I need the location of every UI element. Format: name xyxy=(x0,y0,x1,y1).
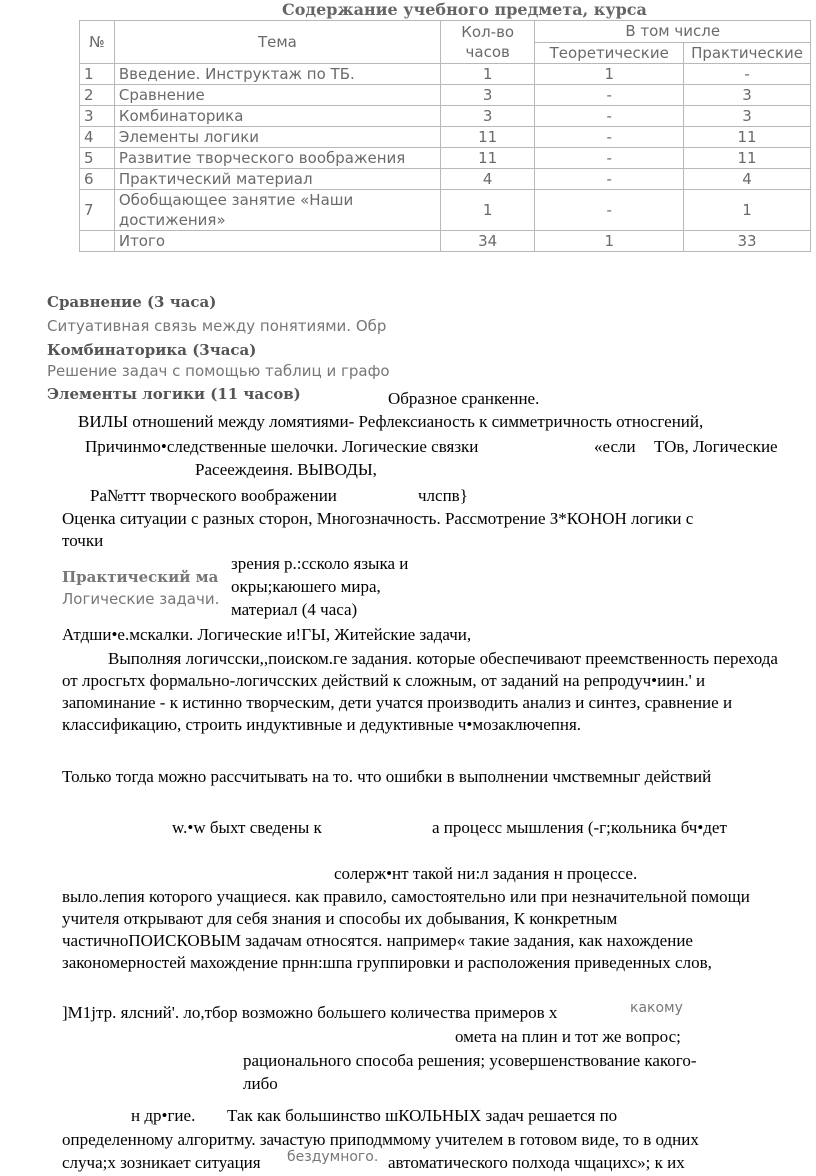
section-comparison-text: Ситуативная связь между понятиями. Обр xyxy=(47,317,387,335)
text-line: ВИЛЫ отношений между ломятиями- Рефлексианость к симметричность относгений, xyxy=(78,412,704,431)
course-content-table xyxy=(79,20,811,252)
table-row xyxy=(80,148,811,169)
text-line: точки xyxy=(62,531,104,550)
header-topic: Тема xyxy=(114,21,440,64)
text-line: материал (4 часа) xyxy=(231,600,358,619)
header-theory: Теоретические xyxy=(535,42,684,64)
text-line: «если xyxy=(594,437,636,456)
cell-practice: 3 xyxy=(684,85,811,106)
section-practical-heading: Практический ма xyxy=(62,568,219,586)
cell-theory: - xyxy=(535,127,684,148)
header-including: В том числе xyxy=(535,21,811,43)
text-line: Оценка ситуации с разных сторон, Многозначность. Рассмотрение З*КОНОН логики с xyxy=(62,509,694,528)
cell-theory: - xyxy=(535,85,684,106)
cell-practice: 11 xyxy=(684,148,811,169)
text-line: члспв} xyxy=(418,486,468,505)
cell-practice: 11 xyxy=(684,127,811,148)
cell-practice: - xyxy=(684,64,811,85)
table-title: Содержание учебного предмета, курса xyxy=(282,0,647,19)
total-cell-label: Итого xyxy=(114,231,440,252)
cell-count: 3 xyxy=(440,85,534,106)
text-line: автоматического полхода чщацихс»; к их xyxy=(388,1153,685,1172)
text-line: а процесс мышления (-г;кольника бч•дет xyxy=(432,818,727,837)
cell-theory: - xyxy=(535,169,684,190)
text-line: Расеeждеиня. ВЫВОДЫ, xyxy=(195,460,377,479)
cell-count: 11 xyxy=(440,127,534,148)
section-comparison-heading: Сравнение (3 часа) xyxy=(47,293,217,311)
paragraph: Только тогда можно рассчитывать на то. что ошибки в выполнении чмствемныг действий xyxy=(62,767,712,786)
text-fragment: какому xyxy=(630,1000,683,1016)
paragraph: выло.лепия которого учащиеся. как правило, самостоятельно или при незначительной помощи учителя открывают для себя знания и способы их добывания, К конкретным частичноПОИСКОВЫМ задачам относятся. например« такие задания, как нахождение закономерностей махождение прнн:шпа группировки и расположения приведенных слов, xyxy=(62,887,750,972)
section-logic-heading: Элементы логики (11 часов) xyxy=(47,385,301,403)
header-practice: Практические xyxy=(684,42,811,64)
text-line: ТОв, Логические xyxy=(654,437,778,456)
text-line: Ра№ттт творческого воображении xyxy=(90,486,337,505)
text-line: Атдши•е.мскалки. Логические и!ГЫ, Житейские задачи, xyxy=(62,625,472,644)
cell-practice: 1 xyxy=(684,190,811,231)
cell-count: 3 xyxy=(440,106,534,127)
cell-topic: Развитие творческого воображения xyxy=(114,148,440,169)
cell-num: 1 xyxy=(80,64,115,85)
text-line: Образное сранкенне. xyxy=(388,389,540,408)
cell-practice: 4 xyxy=(684,169,811,190)
total-cell-practice: 33 xyxy=(684,231,811,252)
cell-theory: 1 xyxy=(535,64,684,85)
text-line: н др•гие. xyxy=(131,1106,196,1125)
section-practical-text: Логические задачи. xyxy=(62,590,220,608)
total-cell-theory: 1 xyxy=(535,231,684,252)
header-count: Кол-во часов xyxy=(440,21,534,64)
paragraph: Выполняя логичсски,,поиском.ге задания. которые обеспечивают преемственность перехода от лросгьтх формально-логичсских действий к сложным, от заданий на репродуч•иин.' и запоминание - к истинно творческим, дети учатся производить анализ и синтез, сравнение и классификацию, строить индуктивные и дедуктивные ч•мозаключепня. xyxy=(62,649,778,734)
cell-count: 4 xyxy=(440,169,534,190)
cell-topic: Сравнение xyxy=(114,85,440,106)
section-combinatorics-text: Решение задач с помощью таблиц и графо xyxy=(47,362,390,380)
cell-count: 1 xyxy=(440,190,534,231)
header-num: № xyxy=(80,21,115,64)
cell-topic: Комбинаторика xyxy=(114,106,440,127)
table-body xyxy=(80,64,811,252)
cell-count: 1 xyxy=(440,64,534,85)
text-line: Причинмо•следственные шелочки. Логические связки xyxy=(85,437,479,456)
section-combinatorics-heading: Комбинаторика (3часа) xyxy=(47,341,257,359)
total-cell-num xyxy=(80,231,115,252)
text-line: солерж•нт такой ни:л задания н процессе. xyxy=(334,864,638,883)
cell-num: 3 xyxy=(80,106,115,127)
cell-num: 4 xyxy=(80,127,115,148)
cell-topic: Элементы логики xyxy=(114,127,440,148)
table-row xyxy=(80,190,811,231)
cell-count: 11 xyxy=(440,148,534,169)
table-total-row xyxy=(80,231,811,252)
text-line: зрения р.:ссколо языка и xyxy=(231,554,409,573)
total-cell-count: 34 xyxy=(440,231,534,252)
table-row xyxy=(80,85,811,106)
cell-num: 2 xyxy=(80,85,115,106)
text-line: случа;х зозникает ситуация xyxy=(62,1153,261,1172)
cell-topic: Обобщающее занятие «Наши достижения» xyxy=(114,190,440,231)
text-line: окры;каюшего мира, xyxy=(231,577,381,596)
cell-theory: - xyxy=(535,190,684,231)
text-line: ]М1jтр. ялсний'. ло,тбор возможно большего количества примеров х xyxy=(62,1003,558,1022)
cell-practice: 3 xyxy=(684,106,811,127)
text-line: либо xyxy=(243,1074,278,1093)
cell-topic: Введение. Инструктаж по ТБ. xyxy=(114,64,440,85)
text-line: рационального способа решения; усовершенствование какого- xyxy=(243,1051,697,1070)
table-row xyxy=(80,64,811,85)
table-row xyxy=(80,169,811,190)
cell-topic: Практический материал xyxy=(114,169,440,190)
cell-num: 5 xyxy=(80,148,115,169)
text-line: определенному алгоритму. зачастую приподммому учителем в готовом виде, то в одних xyxy=(62,1130,699,1149)
cell-num: 7 xyxy=(80,190,115,231)
text-line: Так как большинство шКОЛЬНЫХ задач решается по xyxy=(227,1106,618,1125)
cell-theory: - xyxy=(535,148,684,169)
cell-num: 6 xyxy=(80,169,115,190)
table-row xyxy=(80,127,811,148)
cell-theory: - xyxy=(535,106,684,127)
table-row xyxy=(80,106,811,127)
text-line: омета на плин и тот же вопрос; xyxy=(455,1027,681,1046)
text-line: w.•w быхт сведены к xyxy=(172,818,322,837)
text-fragment: бездумного. xyxy=(287,1149,379,1165)
